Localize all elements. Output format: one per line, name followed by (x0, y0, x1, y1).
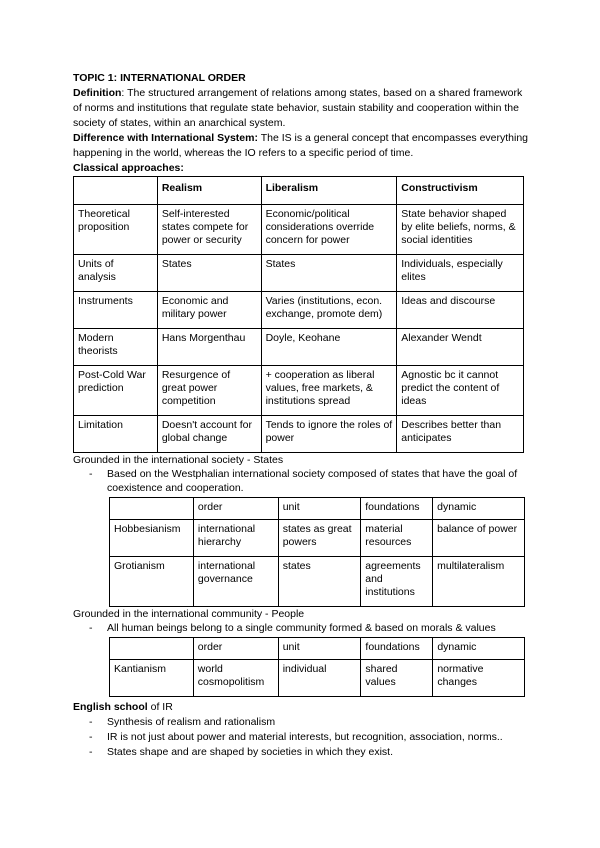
table-header-cell: Constructivism (397, 177, 524, 205)
bullet-text: States shape and are shaped by societies in which they exist. (107, 746, 394, 758)
table-header-cell: dynamic (433, 498, 525, 520)
english-school-suffix: of IR (147, 701, 173, 713)
table-cell: world cosmopolitism (193, 660, 278, 697)
table-cell: States (261, 255, 397, 292)
table-cell: balance of power (433, 520, 525, 557)
bullet-text: Based on the Westphalian international society composed of states that have the goal of coexistence and cooperation. (107, 468, 518, 494)
table-cell: States (157, 255, 261, 292)
table-cell: Units of analysis (74, 255, 158, 292)
society-table (109, 497, 525, 607)
classical-heading: Classical approaches: (73, 162, 184, 174)
bullet-dash: - (89, 716, 93, 728)
difference-text: The IS is a general concept that encompasses everything happening in the world, whereas the IO refers to a specific period of time. (73, 132, 529, 159)
table-header-cell: Liberalism (261, 177, 397, 205)
bullet-text: Synthesis of realism and rationalism (107, 716, 276, 728)
table-cell: Alexander Wendt (397, 329, 524, 366)
table-cell: + cooperation as liberal values, free markets, & institutions spread (261, 366, 397, 416)
table-cell: normative changes (433, 660, 525, 697)
bullet-dash: - (89, 468, 93, 480)
table-header-cell (74, 177, 158, 205)
society-heading: Grounded in the international society - States (73, 454, 284, 466)
table-cell: Resurgence of great power competition (157, 366, 261, 416)
table-row (110, 520, 525, 557)
bullet-text: All human beings belong to a single community formed & based on morals & values (107, 622, 496, 634)
table-cell: Instruments (74, 292, 158, 329)
table-row (110, 660, 525, 697)
english-school-heading (73, 700, 529, 715)
table-cell: states as great powers (278, 520, 361, 557)
community-table (109, 637, 525, 697)
table-cell: Doyle, Keohane (261, 329, 397, 366)
document-page (73, 71, 529, 760)
table-row (74, 292, 524, 329)
community-heading: Grounded in the international community - People (73, 608, 305, 620)
table-header-row (110, 498, 525, 520)
table-header-cell: foundations (361, 498, 433, 520)
table-cell: Hans Morgenthau (157, 329, 261, 366)
table-cell: international governance (193, 557, 278, 607)
list-item (73, 745, 529, 760)
table-cell: Post-Cold War prediction (74, 366, 158, 416)
table-cell: Varies (institutions, econ. exchange, promote dem) (261, 292, 397, 329)
difference-label: Difference with International System: (73, 132, 258, 144)
bullet-dash: - (89, 731, 93, 743)
table-cell: multilateralism (433, 557, 525, 607)
definition-paragraph (73, 86, 529, 131)
table-header-cell (110, 638, 194, 660)
table-cell: Grotianism (110, 557, 194, 607)
table-cell: State behavior shaped by elite beliefs, norms, & social identities (397, 205, 524, 255)
table-header-cell: order (193, 638, 278, 660)
table-cell: Individuals, especially elites (397, 255, 524, 292)
list-item (73, 730, 529, 745)
definition-text: : The structured arrangement of relations among states, based on a shared framework of norms and institutions that regulate state behavior, sustain stability and cooperation within the society of states, within an anarchical system. (73, 87, 523, 129)
table-header-row (74, 177, 524, 205)
definition-label: Definition (73, 87, 122, 99)
english-school-label: English school (73, 701, 148, 713)
bullet-text: IR is not just about power and material interests, but recognition, association, norms.. (107, 731, 503, 743)
table-header-cell: foundations (361, 638, 433, 660)
table-cell: Economic/political considerations override concern for power (261, 205, 397, 255)
classical-approaches-table (73, 176, 524, 453)
table-row (74, 255, 524, 292)
table-cell: individual (278, 660, 361, 697)
table-cell: Agnostic bc it cannot predict the content of ideas (397, 366, 524, 416)
society-bullet (73, 467, 529, 495)
bullet-dash: - (89, 746, 93, 758)
table-cell: international hierarchy (193, 520, 278, 557)
community-bullet (73, 621, 529, 635)
table-cell: Limitation (74, 416, 158, 453)
table-header-row (110, 638, 525, 660)
table-cell: agreements and institutions (361, 557, 433, 607)
table-row (74, 205, 524, 255)
table-cell: Describes better than anticipates (397, 416, 524, 453)
table-header-cell: unit (278, 638, 361, 660)
list-item (73, 715, 529, 730)
table-cell: material resources (361, 520, 433, 557)
table-header-cell: Realism (157, 177, 261, 205)
table-cell: Hobbesianism (110, 520, 194, 557)
difference-paragraph (73, 131, 529, 161)
table-cell: states (278, 557, 361, 607)
table-header-cell: order (193, 498, 278, 520)
table-row (110, 557, 525, 607)
table-header-cell: dynamic (433, 638, 525, 660)
table-cell: Economic and military power (157, 292, 261, 329)
table-cell: Theoretical proposition (74, 205, 158, 255)
table-cell: Ideas and discourse (397, 292, 524, 329)
page-title: TOPIC 1: INTERNATIONAL ORDER (73, 72, 246, 84)
table-row (74, 329, 524, 366)
table-cell: Doesn't account for global change (157, 416, 261, 453)
table-cell: shared values (361, 660, 433, 697)
table-row (74, 416, 524, 453)
table-header-cell: unit (278, 498, 361, 520)
table-header-cell (110, 498, 194, 520)
table-row (74, 366, 524, 416)
bullet-dash: - (89, 622, 93, 634)
table-cell: Tends to ignore the roles of power (261, 416, 397, 453)
table-cell: Self-interested states compete for power or security (157, 205, 261, 255)
table-cell: Kantianism (110, 660, 194, 697)
table-cell: Modern theorists (74, 329, 158, 366)
